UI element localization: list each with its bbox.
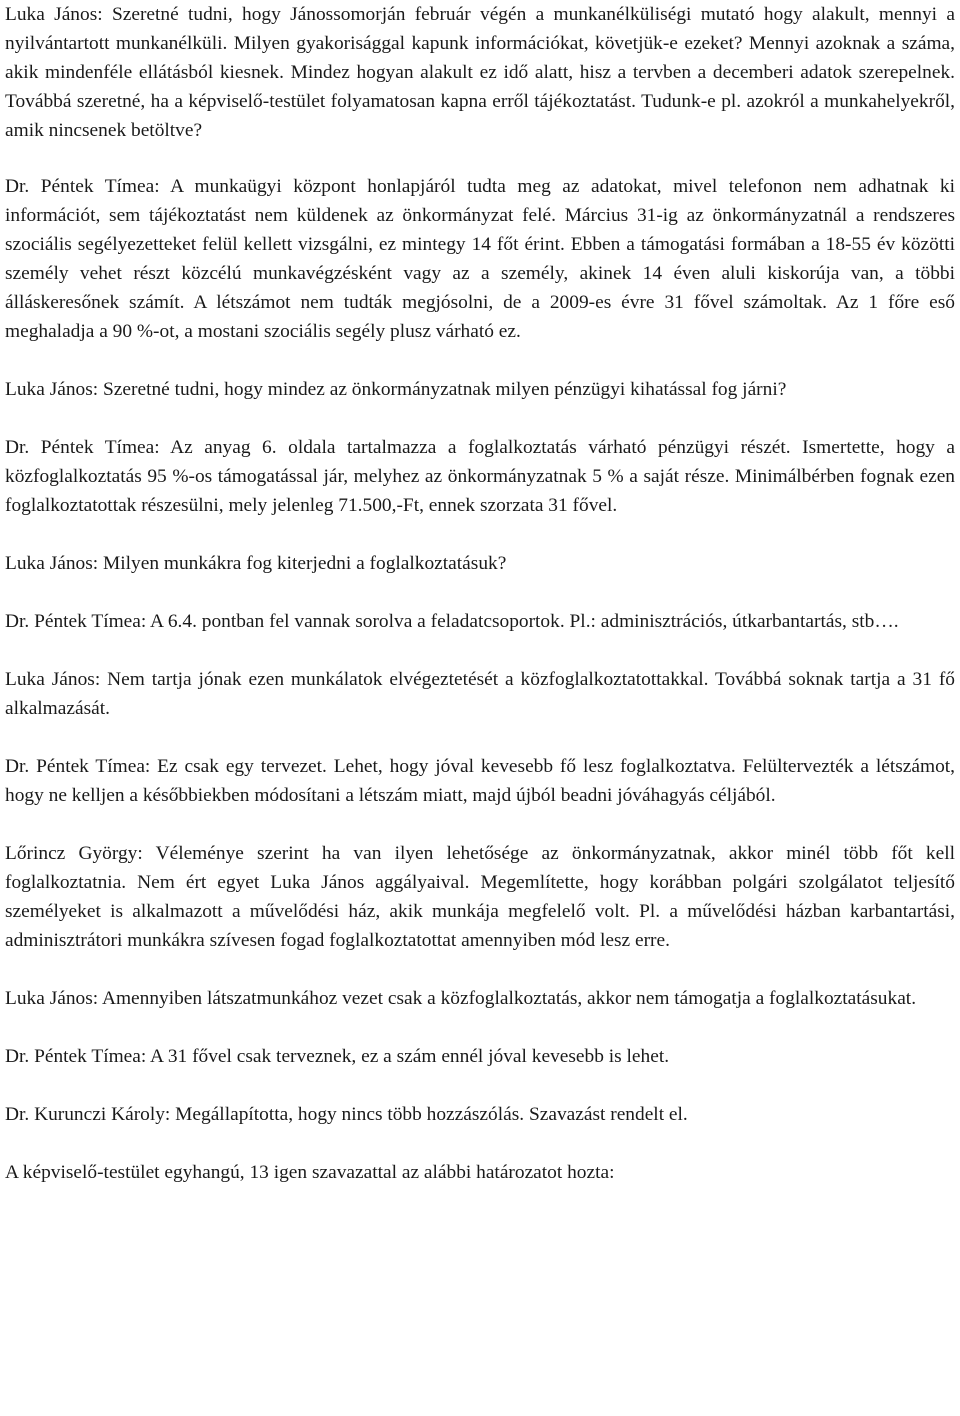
paragraph-luka-support: Luka János: Amennyiben látszatmunkához vezet csak a közfoglalkoztatás, akkor nem támogatja a foglalkoztatásukat.	[5, 988, 917, 1009]
paragraph-pentek-estimate: Dr. Péntek Tímea: A 31 fővel csak terveznek, ez a szám ennél jóval kevesebb is lehet.	[5, 1046, 670, 1067]
paragraph-lorincz-opinion: Lőrincz György: Véleménye szerint ha van ilyen lehetősége az önkormányzatnak, akkor minél több főt kell foglalkoztatnia. Nem ért egyet Luka János aggályaival. Megemlítette, hogy korábban polgári szolgálatot teljesítő személyeket is alkalmazott a művelődési ház, akik munkája megfelelő volt. Pl. a művelődési házban karbantartási, adminisztrátori munkákra szívesen fogad foglalkoztatottat amennyiben mód lesz erre.	[5, 843, 955, 951]
paragraph-pentek-answer-finance: Dr. Péntek Tímea: Az anyag 6. oldala tartalmazza a foglalkoztatás várható pénzügyi részét. Ismertette, hogy a közfoglalkoztatás 95 %-os támogatással jár, melyhez az önkormányzatnak 5 % a saját része. Minimálbérben fognak ezen foglalkoztatottak részesülni, mely jelenleg 71.500,-Ft, ennek szorzata 31 fővel.	[5, 437, 955, 516]
paragraph-luka-question-tasks: Luka János: Milyen munkákra fog kiterjedni a foglalkoztatásuk?	[5, 553, 507, 574]
paragraph-resolution-intro: A képviselő-testület egyhangú, 13 igen szavazattal az alábbi határozatot hozta:	[5, 1162, 615, 1183]
paragraph-kurunczi-vote: Dr. Kurunczi Károly: Megállapította, hogy nincs több hozzászólás. Szavazást rendelt el.	[5, 1104, 688, 1125]
paragraph-luka-objection: Luka János: Nem tartja jónak ezen munkálatok elvégeztetését a közfoglalkoztatottakkal. Továbbá soknak tartja a 31 fő alkalmazását.	[5, 669, 955, 719]
paragraph-luka-question-finance: Luka János: Szeretné tudni, hogy mindez az önkormányzatnak milyen pénzügyi kihatással fog járni?	[5, 379, 787, 400]
paragraph-pentek-draft: Dr. Péntek Tímea: Ez csak egy tervezet. Lehet, hogy jóval kevesebb fő lesz foglalkoztatva. Felültervezték a létszámot, hogy ne kelljen a későbbiekben módosítani a létszám miatt, majd újból beadni jóváhagyás céljából.	[5, 756, 955, 806]
paragraph-luka-question-unemployment: Luka János: Szeretné tudni, hogy Jánossomorján február végén a munkanélküliségi mutató hogy alakult, mennyi a nyilvántartott munkanélküli. Milyen gyakorisággal kapunk információkat, követjük-e ezeket? Mennyi azoknak a száma, akik mindenféle ellátásból kiesnek. Mindez hogyan alakult ez idő alatt, hisz a tervben a decemberi adatok szerepelnek. Továbbá szeretné, ha a képviselő-testület folyamatosan kapna erről tájékoztatást. Tudunk-e pl. azokról a munkahelyekről, amik nincsenek betöltve?	[5, 4, 955, 141]
document-page	[5, 0, 955, 1187]
paragraph-pentek-answer-data: Dr. Péntek Tímea: A munkaügyi központ honlapjáról tudta meg az adatokat, mivel telefonon nem adhatnak ki információt, sem tájékoztatást nem küldenek az önkormányzat felé. Március 31-ig az önkormányzatnál a rendszeres szociális segélyezetteket felül kellett vizsgálni, ez mintegy 14 főt érint. Ebben a támogatási formában a 18-55 év közötti személy vehet részt közcélú munkavégzésként vagy az a személy, akinek 14 éven aluli kiskorúja van, a többi álláskeresőnek számít. A létszámot nem tudták megjósolni, de a 2009-es évre 31 fővel számoltak. Az 1 főre eső meghaladja a 90 %-ot, a mostani szociális segély plusz várható ez.	[5, 176, 955, 342]
paragraph-pentek-answer-tasks: Dr. Péntek Tímea: A 6.4. pontban fel vannak sorolva a feladatcsoportok. Pl.: adminisztrációs, útkarbantartás, stb….	[5, 611, 899, 632]
